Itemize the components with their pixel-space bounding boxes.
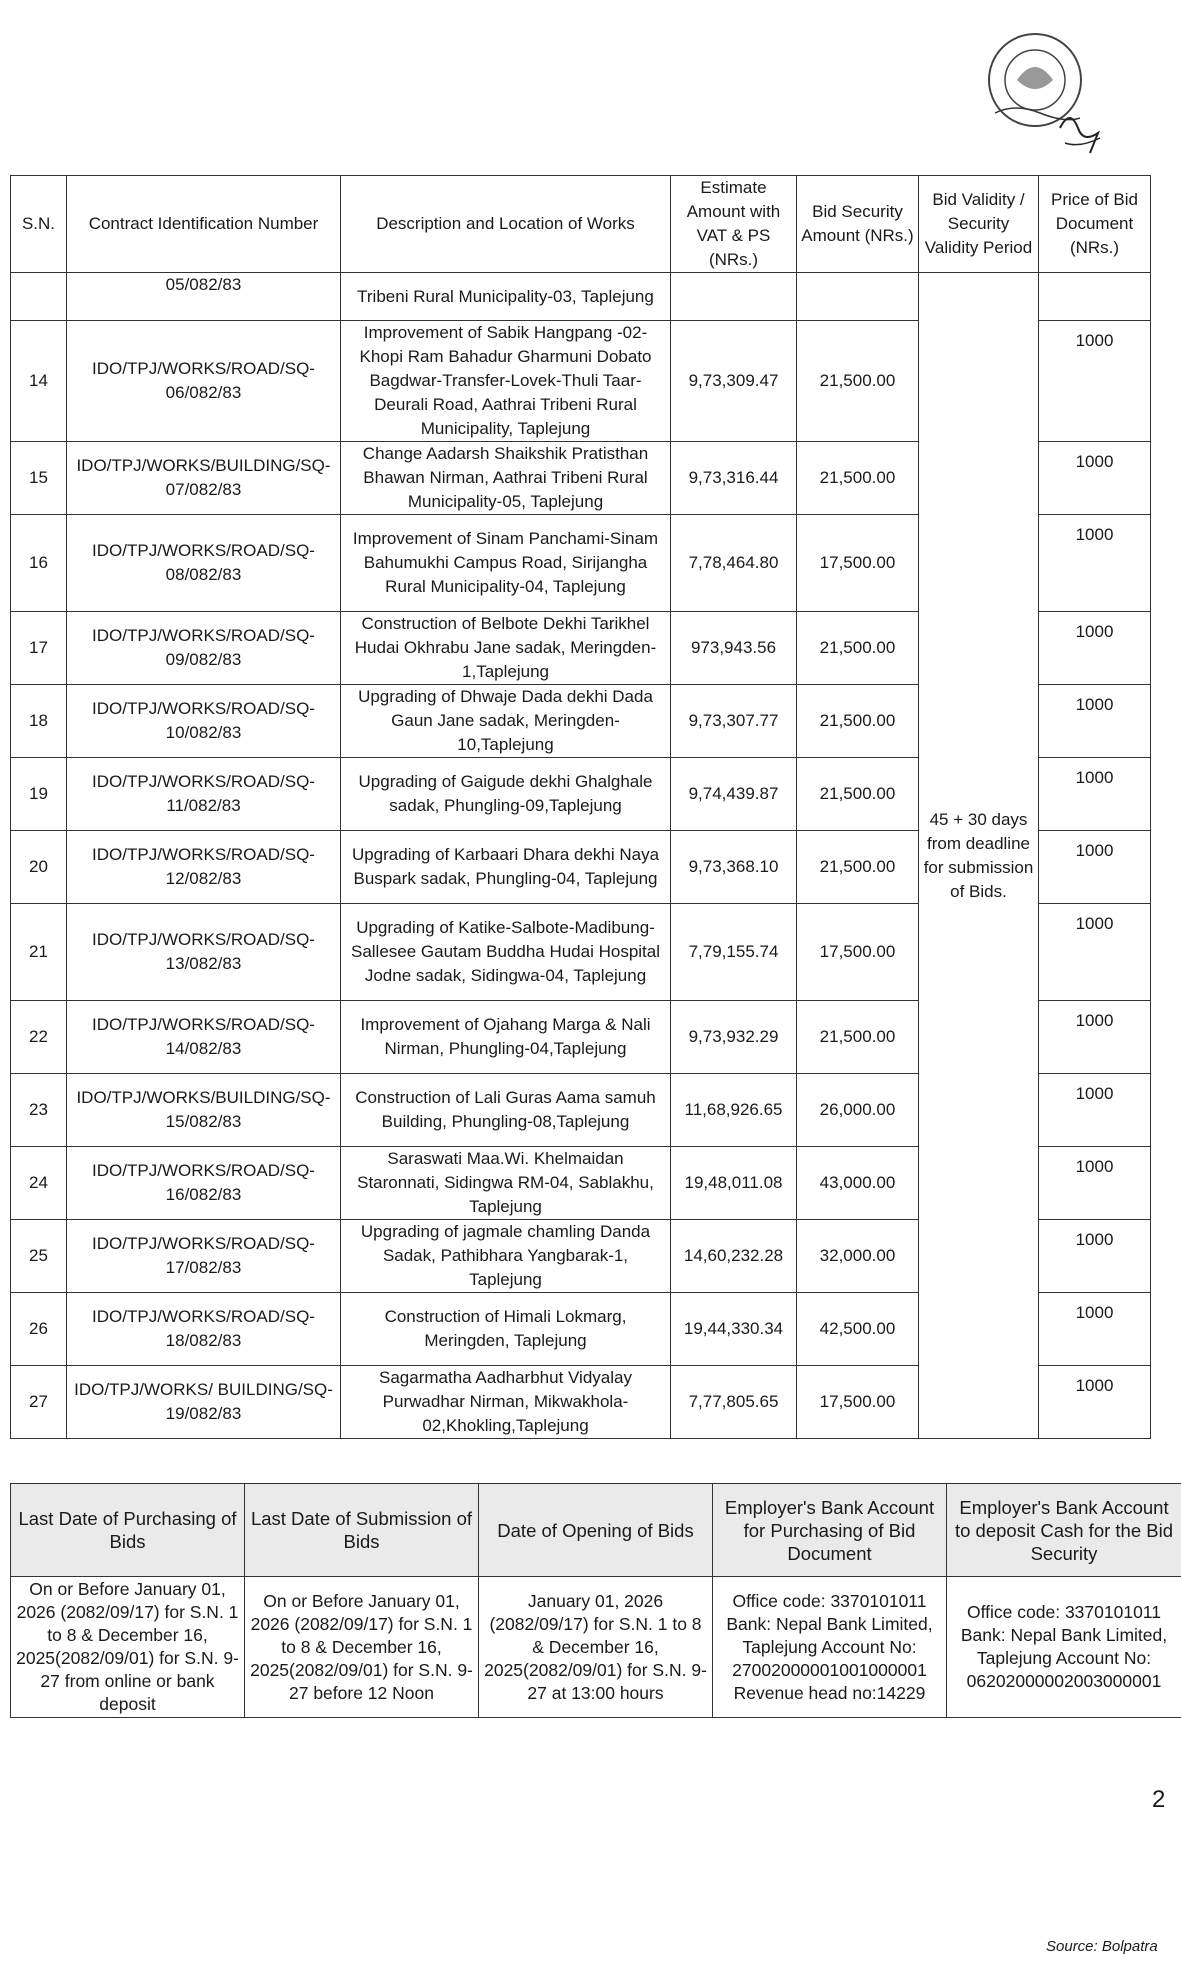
sn-cell: 17 bbox=[11, 612, 67, 685]
opening-cell: January 01, 2026 (2082/09/17) for S.N. 1 to 8 & December 16, 2025(2082/09/01) for S.N. 9-27 at 13:00 hours bbox=[479, 1577, 713, 1718]
header-bank-purchase: Employer's Bank Account for Purchasing of Bid Document bbox=[713, 1484, 947, 1577]
sn-cell: 15 bbox=[11, 442, 67, 515]
description-cell: Change Aadarsh Shaikshik Pratisthan Bhawan Nirman, Aathrai Tribeni Rural Municipality-05, Taplejung bbox=[341, 442, 671, 515]
contract-cell: IDO/TPJ/WORKS/ROAD/SQ-09/082/83 bbox=[67, 612, 341, 685]
security-cell: 26,000.00 bbox=[797, 1074, 919, 1147]
estimate-cell bbox=[671, 273, 797, 321]
sn-cell: 27 bbox=[11, 1366, 67, 1439]
description-cell: Improvement of Sinam Panchami-Sinam Bahumukhi Campus Road, Sirijangha Rural Municipality-04, Taplejung bbox=[341, 515, 671, 612]
price-cell bbox=[1039, 273, 1151, 321]
header-description: Description and Location of Works bbox=[341, 176, 671, 273]
price-cell: 1000 bbox=[1039, 831, 1151, 904]
contract-cell: IDO/TPJ/WORKS/ROAD/SQ-13/082/83 bbox=[67, 904, 341, 1001]
header-opening: Date of Opening of Bids bbox=[479, 1484, 713, 1577]
estimate-cell: 9,73,307.77 bbox=[671, 685, 797, 758]
estimate-cell: 11,68,926.65 bbox=[671, 1074, 797, 1147]
header-last-submission: Last Date of Submission of Bids bbox=[245, 1484, 479, 1577]
bank-security-cell: Office code: 3370101011 Bank: Nepal Bank Limited, Taplejung Account No: 06202000002003000001 bbox=[947, 1577, 1181, 1718]
price-cell: 1000 bbox=[1039, 1147, 1151, 1220]
bank-purchase-cell: Office code: 3370101011 Bank: Nepal Bank Limited, Taplejung Account No: 27002000001001000001 Revenue head no:14229 bbox=[713, 1577, 947, 1718]
description-cell: Construction of Lali Guras Aama samuh Building, Phungling-08,Taplejung bbox=[341, 1074, 671, 1147]
sn-cell: 20 bbox=[11, 831, 67, 904]
estimate-cell: 9,73,932.29 bbox=[671, 1001, 797, 1074]
table-row bbox=[11, 273, 1151, 321]
validity-cell: 45 + 30 days from deadline for submission of Bids. bbox=[919, 273, 1039, 1439]
estimate-cell: 9,73,368.10 bbox=[671, 831, 797, 904]
header-contract-id: Contract Identification Number bbox=[67, 176, 341, 273]
price-cell: 1000 bbox=[1039, 758, 1151, 831]
works-table-header bbox=[11, 176, 1151, 273]
price-cell: 1000 bbox=[1039, 685, 1151, 758]
price-cell: 1000 bbox=[1039, 515, 1151, 612]
official-stamp-signature bbox=[965, 18, 1115, 168]
security-cell: 21,500.00 bbox=[797, 321, 919, 442]
security-cell bbox=[797, 273, 919, 321]
description-cell: Upgrading of jagmale chamling Danda Sadak, Pathibhara Yangbarak-1, Taplejung bbox=[341, 1220, 671, 1293]
price-cell: 1000 bbox=[1039, 1366, 1151, 1439]
last-submission-cell: On or Before January 01, 2026 (2082/09/17) for S.N. 1 to 8 & December 16, 2025(2082/09/01) for S.N. 9-27 before 12 Noon bbox=[245, 1577, 479, 1718]
header-bid-security: Bid Security Amount (NRs.) bbox=[797, 176, 919, 273]
header-bank-security: Employer's Bank Account to deposit Cash for the Bid Security bbox=[947, 1484, 1181, 1577]
contract-cell: IDO/TPJ/WORKS/ROAD/SQ-10/082/83 bbox=[67, 685, 341, 758]
estimate-cell: 14,60,232.28 bbox=[671, 1220, 797, 1293]
security-cell: 42,500.00 bbox=[797, 1293, 919, 1366]
description-cell: Upgrading of Karbaari Dhara dekhi Naya Buspark sadak, Phungling-04, Taplejung bbox=[341, 831, 671, 904]
contract-cell: IDO/TPJ/WORKS/ROAD/SQ-16/082/83 bbox=[67, 1147, 341, 1220]
sn-cell: 25 bbox=[11, 1220, 67, 1293]
sn-cell: 23 bbox=[11, 1074, 67, 1147]
price-cell: 1000 bbox=[1039, 1074, 1151, 1147]
header-last-purchase: Last Date of Purchasing of Bids bbox=[11, 1484, 245, 1577]
sn-cell: 16 bbox=[11, 515, 67, 612]
description-cell: Upgrading of Dhwaje Dada dekhi Dada Gaun Jane sadak, Meringden-10,Taplejung bbox=[341, 685, 671, 758]
contract-cell: IDO/TPJ/WORKS/ BUILDING/SQ-19/082/83 bbox=[67, 1366, 341, 1439]
estimate-cell: 19,44,330.34 bbox=[671, 1293, 797, 1366]
source-credit: Source: Bolpatra bbox=[1046, 1938, 1158, 1955]
security-cell: 21,500.00 bbox=[797, 612, 919, 685]
header-bid-validity: Bid Validity / Security Validity Period bbox=[919, 176, 1039, 273]
security-cell: 21,500.00 bbox=[797, 831, 919, 904]
sn-cell: 24 bbox=[11, 1147, 67, 1220]
description-cell: Sagarmatha Aadharbhut Vidyalay Purwadhar Nirman, Mikwakhola-02,Khokling,Taplejung bbox=[341, 1366, 671, 1439]
contract-cell: IDO/TPJ/WORKS/ROAD/SQ-17/082/83 bbox=[67, 1220, 341, 1293]
contract-cell: IDO/TPJ/WORKS/BUILDING/SQ-15/082/83 bbox=[67, 1074, 341, 1147]
price-cell: 1000 bbox=[1039, 321, 1151, 442]
table-row bbox=[11, 1577, 1181, 1718]
security-cell: 17,500.00 bbox=[797, 1366, 919, 1439]
estimate-cell: 9,73,309.47 bbox=[671, 321, 797, 442]
price-cell: 1000 bbox=[1039, 1220, 1151, 1293]
estimate-cell: 973,943.56 bbox=[671, 612, 797, 685]
description-cell: Construction of Belbote Dekhi Tarikhel Hudai Okhrabu Jane sadak, Meringden-1,Taplejung bbox=[341, 612, 671, 685]
estimate-cell: 7,77,805.65 bbox=[671, 1366, 797, 1439]
security-cell: 17,500.00 bbox=[797, 515, 919, 612]
security-cell: 21,500.00 bbox=[797, 1001, 919, 1074]
estimate-cell: 9,73,316.44 bbox=[671, 442, 797, 515]
security-cell: 21,500.00 bbox=[797, 685, 919, 758]
description-cell: Saraswati Maa.Wi. Khelmaidan Staronnati, Sidingwa RM-04, Sablakhu, Taplejung bbox=[341, 1147, 671, 1220]
contract-cell: IDO/TPJ/WORKS/ROAD/SQ-06/082/83 bbox=[67, 321, 341, 442]
page-number: 2 bbox=[1152, 1786, 1166, 1813]
description-cell: Improvement of Sabik Hangpang -02-Khopi Ram Bahadur Gharmuni Dobato Bagdwar-Transfer-Lovek-Thuli Taar-Deurali Road, Aathrai Tribeni Rural Municipality, Taplejung bbox=[341, 321, 671, 442]
last-purchase-cell: On or Before January 01, 2026 (2082/09/17) for S.N. 1 to 8 & December 16, 2025(2082/09/01) for S.N. 9-27 from online or bank deposit bbox=[11, 1577, 245, 1718]
estimate-cell: 7,79,155.74 bbox=[671, 904, 797, 1001]
header-estimate: Estimate Amount with VAT & PS (NRs.) bbox=[671, 176, 797, 273]
security-cell: 21,500.00 bbox=[797, 758, 919, 831]
contract-cell: IDO/TPJ/WORKS/ROAD/SQ-18/082/83 bbox=[67, 1293, 341, 1366]
contract-cell: IDO/TPJ/WORKS/BUILDING/SQ-07/082/83 bbox=[67, 442, 341, 515]
price-cell: 1000 bbox=[1039, 442, 1151, 515]
security-cell: 21,500.00 bbox=[797, 442, 919, 515]
estimate-cell: 7,78,464.80 bbox=[671, 515, 797, 612]
description-cell: Construction of Himali Lokmarg, Meringden, Taplejung bbox=[341, 1293, 671, 1366]
description-cell: Tribeni Rural Municipality-03, Taplejung bbox=[341, 273, 671, 321]
security-cell: 17,500.00 bbox=[797, 904, 919, 1001]
price-cell: 1000 bbox=[1039, 1001, 1151, 1074]
sn-cell: 14 bbox=[11, 321, 67, 442]
estimate-cell: 19,48,011.08 bbox=[671, 1147, 797, 1220]
sn-cell: 18 bbox=[11, 685, 67, 758]
security-cell: 32,000.00 bbox=[797, 1220, 919, 1293]
price-cell: 1000 bbox=[1039, 612, 1151, 685]
sn-cell: 22 bbox=[11, 1001, 67, 1074]
estimate-cell: 9,74,439.87 bbox=[671, 758, 797, 831]
dates-table bbox=[10, 1483, 1181, 1718]
contract-cell: IDO/TPJ/WORKS/ROAD/SQ-08/082/83 bbox=[67, 515, 341, 612]
description-cell: Upgrading of Katike-Salbote-Madibung-Sallesee Gautam Buddha Hudai Hospital Jodne sadak, Sidingwa-04, Taplejung bbox=[341, 904, 671, 1001]
security-cell: 43,000.00 bbox=[797, 1147, 919, 1220]
price-cell: 1000 bbox=[1039, 904, 1151, 1001]
dates-table-header bbox=[11, 1484, 1181, 1577]
sn-cell: 26 bbox=[11, 1293, 67, 1366]
contract-cell: IDO/TPJ/WORKS/ROAD/SQ-11/082/83 bbox=[67, 758, 341, 831]
works-table bbox=[10, 175, 1151, 1439]
price-cell: 1000 bbox=[1039, 1293, 1151, 1366]
contract-cell: IDO/TPJ/WORKS/ROAD/SQ-14/082/83 bbox=[67, 1001, 341, 1074]
sn-cell: 19 bbox=[11, 758, 67, 831]
description-cell: Upgrading of Gaigude dekhi Ghalghale sadak, Phungling-09,Taplejung bbox=[341, 758, 671, 831]
contract-cell: 05/082/83 bbox=[67, 273, 341, 321]
header-price: Price of Bid Document (NRs.) bbox=[1039, 176, 1151, 273]
description-cell: Improvement of Ojahang Marga & Nali Nirman, Phungling-04,Taplejung bbox=[341, 1001, 671, 1074]
sn-cell bbox=[11, 273, 67, 321]
contract-cell: IDO/TPJ/WORKS/ROAD/SQ-12/082/83 bbox=[67, 831, 341, 904]
header-sn: S.N. bbox=[11, 176, 67, 273]
sn-cell: 21 bbox=[11, 904, 67, 1001]
